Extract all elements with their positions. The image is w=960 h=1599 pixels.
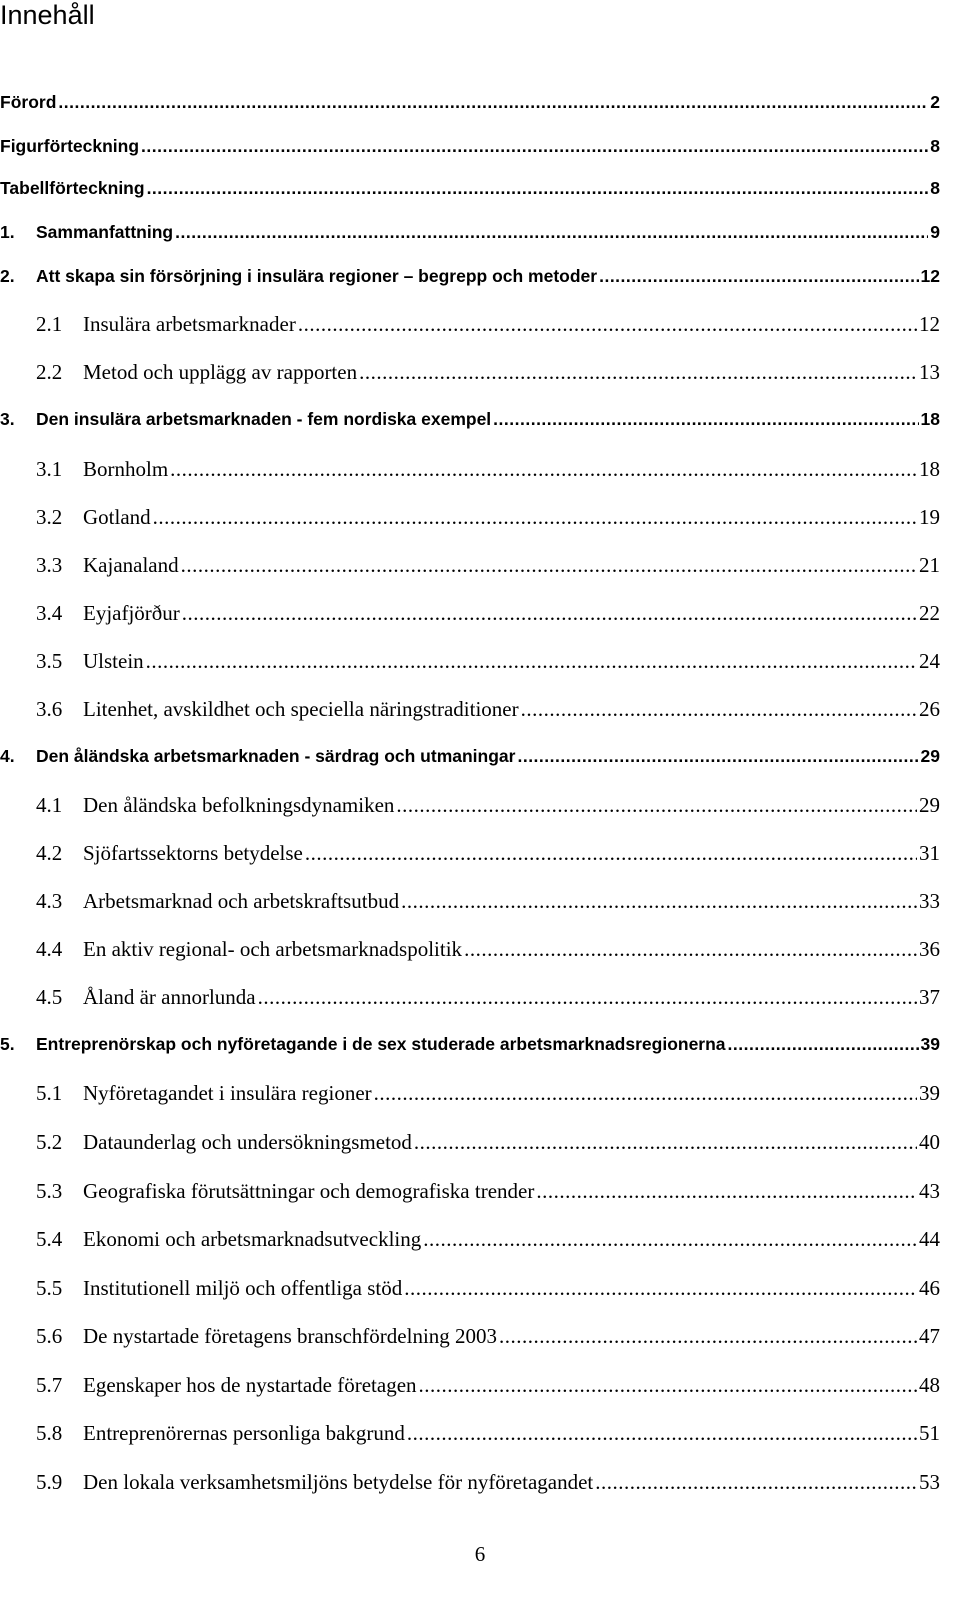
toc-entry-page: 26 bbox=[919, 697, 940, 721]
toc-entry-title: Entreprenörernas personliga bakgrund bbox=[83, 1421, 405, 1445]
toc-entry-title: Arbetsmarknad och arbetskraftsutbud bbox=[83, 889, 400, 913]
toc-entry-title: Den åländska befolkningsdynamiken bbox=[83, 793, 395, 817]
toc-entry[interactable] bbox=[0, 178, 940, 199]
toc-entry-page: 18 bbox=[919, 457, 940, 481]
toc-entry-page: 21 bbox=[919, 553, 940, 577]
toc-entry[interactable] bbox=[36, 1373, 940, 1398]
toc-entry-title: Eyjafjörður bbox=[83, 601, 180, 625]
toc-entry-number: 5.8 bbox=[36, 1421, 63, 1445]
toc-entry-page: 8 bbox=[930, 178, 940, 198]
toc-entry-number: 2. bbox=[0, 266, 15, 286]
toc-entry-page: 9 bbox=[930, 222, 940, 242]
toc-entry-page: 36 bbox=[919, 937, 940, 961]
toc-entry-page: 48 bbox=[919, 1373, 940, 1397]
toc-entry[interactable] bbox=[36, 601, 940, 626]
toc-entry-number: 4.4 bbox=[36, 937, 63, 961]
toc-entry-number: 3.6 bbox=[36, 697, 63, 721]
toc-entry-title: Dataunderlag och undersökningsmetod bbox=[83, 1130, 412, 1154]
toc-entry-page: 12 bbox=[920, 266, 940, 286]
toc-dot-leader bbox=[464, 937, 917, 962]
toc-entry-number: 5.1 bbox=[36, 1081, 63, 1105]
toc-dot-leader bbox=[521, 697, 917, 722]
toc-entry-title: Insulära arbetsmarknader bbox=[83, 312, 296, 336]
toc-dot-leader bbox=[141, 136, 928, 157]
toc-dot-leader bbox=[170, 457, 917, 482]
toc-entry-page: 2 bbox=[930, 92, 940, 112]
toc-entry-number: 5.6 bbox=[36, 1324, 63, 1348]
toc-entry-number: 4. bbox=[0, 746, 15, 766]
toc-entry-number: 5.3 bbox=[36, 1179, 63, 1203]
toc-dot-leader bbox=[153, 505, 917, 530]
toc-entry-title: Kajanaland bbox=[83, 553, 179, 577]
toc-entry[interactable] bbox=[36, 985, 940, 1010]
toc-entry[interactable] bbox=[0, 266, 940, 287]
toc-entry-title: Bornholm bbox=[83, 457, 169, 481]
toc-dot-leader bbox=[536, 1179, 917, 1204]
toc-entry-title: Nyföretagandet i insulära regioner bbox=[83, 1081, 372, 1105]
toc-entry-page: 44 bbox=[919, 1227, 940, 1251]
toc-entry-title: De nystartade företagens branschfördelning 2003 bbox=[83, 1324, 498, 1348]
toc-entry-number: 5.5 bbox=[36, 1276, 63, 1300]
toc-entry-title: Institutionell miljö och offentliga stöd bbox=[83, 1276, 403, 1300]
toc-entry-page: 19 bbox=[919, 505, 940, 529]
toc-entry[interactable] bbox=[36, 1179, 940, 1204]
toc-dot-leader bbox=[493, 409, 918, 430]
toc-entry-number: 3. bbox=[0, 409, 15, 429]
toc-entry-page: 53 bbox=[919, 1470, 940, 1494]
toc-entry-page: 43 bbox=[919, 1179, 940, 1203]
toc-entry[interactable] bbox=[36, 1470, 940, 1495]
toc-entry-title: Gotland bbox=[83, 505, 151, 529]
toc-dot-leader bbox=[401, 889, 917, 914]
toc-dot-leader bbox=[182, 601, 917, 626]
toc-dot-leader bbox=[517, 746, 918, 767]
toc-dot-leader bbox=[404, 1276, 917, 1301]
toc-entry[interactable] bbox=[36, 793, 940, 818]
toc-entry[interactable] bbox=[36, 1421, 940, 1446]
toc-entry[interactable] bbox=[36, 360, 940, 385]
toc-dot-leader bbox=[147, 178, 929, 199]
toc-entry-page: 46 bbox=[919, 1276, 940, 1300]
toc-entry[interactable] bbox=[36, 553, 940, 578]
toc-dot-leader bbox=[146, 649, 917, 674]
toc-entry-title: Geografiska förutsättningar och demografiska trender bbox=[83, 1179, 535, 1203]
toc-entry-title: Den insulära arbetsmarknaden - fem nordiska exempel bbox=[36, 409, 492, 429]
toc-entry-number: 4.5 bbox=[36, 985, 63, 1009]
toc-dot-leader bbox=[728, 1034, 919, 1055]
toc-dot-leader bbox=[423, 1227, 917, 1252]
toc-entry-page: 29 bbox=[920, 746, 940, 766]
toc-dot-leader bbox=[374, 1081, 917, 1106]
toc-entry-page: 8 bbox=[930, 136, 940, 156]
toc-entry-number: 5.4 bbox=[36, 1227, 63, 1251]
toc-entry[interactable] bbox=[0, 222, 940, 243]
toc-entry-number: 2.1 bbox=[36, 312, 63, 336]
toc-entry[interactable] bbox=[36, 937, 940, 962]
toc-entry[interactable] bbox=[36, 505, 940, 530]
toc-entry-number: 3.1 bbox=[36, 457, 63, 481]
toc-entry-page: 39 bbox=[920, 1034, 940, 1054]
toc-entry-title: Den lokala verksamhetsmiljöns betydelse för nyföretagandet bbox=[83, 1470, 594, 1494]
toc-entry-page: 51 bbox=[919, 1421, 940, 1445]
toc-entry-page: 33 bbox=[919, 889, 940, 913]
toc-dot-leader bbox=[175, 222, 928, 243]
toc-dot-leader bbox=[305, 841, 917, 866]
toc-entry-page: 18 bbox=[920, 409, 940, 429]
toc-dot-leader bbox=[595, 1470, 917, 1495]
toc-entry-title: Åland är annorlunda bbox=[83, 985, 256, 1009]
toc-entry-number: 4.2 bbox=[36, 841, 63, 865]
toc-entry-title: Ulstein bbox=[83, 649, 144, 673]
toc-entry[interactable] bbox=[36, 1276, 940, 1301]
toc-entry-title: En aktiv regional- och arbetsmarknadspolitik bbox=[83, 937, 463, 961]
toc-dot-leader bbox=[599, 266, 918, 287]
toc-entry[interactable] bbox=[0, 409, 940, 430]
toc-entry-title: Entreprenörskap och nyföretagande i de sex studerade arbetsmarknadsregionerna bbox=[36, 1034, 726, 1054]
toc-entry-page: 24 bbox=[919, 649, 940, 673]
toc-dot-leader bbox=[181, 553, 917, 578]
toc-dot-leader bbox=[499, 1324, 917, 1349]
toc-entry[interactable] bbox=[36, 312, 940, 337]
toc-entry-title: Egenskaper hos de nystartade företagen bbox=[83, 1373, 417, 1397]
toc-entry-page: 40 bbox=[919, 1130, 940, 1154]
toc-entry[interactable] bbox=[0, 92, 940, 113]
toc-entry-title: Metod och upplägg av rapporten bbox=[83, 360, 358, 384]
toc-entry[interactable] bbox=[0, 136, 940, 157]
toc-entry[interactable] bbox=[36, 1227, 940, 1252]
toc-dot-leader bbox=[258, 985, 917, 1010]
toc-dot-leader bbox=[298, 312, 917, 337]
toc-entry[interactable] bbox=[36, 649, 940, 674]
toc-entry-number: 5.2 bbox=[36, 1130, 63, 1154]
toc-entry-page: 31 bbox=[919, 841, 940, 865]
toc-entry[interactable] bbox=[36, 841, 940, 866]
toc-entry-number: 3.5 bbox=[36, 649, 63, 673]
toc-entry-page: 37 bbox=[919, 985, 940, 1009]
toc-dot-leader bbox=[414, 1130, 917, 1155]
toc-entry[interactable] bbox=[36, 457, 940, 482]
toc-entry-page: 13 bbox=[919, 360, 940, 384]
toc-heading: Innehåll bbox=[0, 0, 95, 30]
toc-entry-title: Förord bbox=[0, 92, 57, 112]
toc-dot-leader bbox=[419, 1373, 917, 1398]
toc-entry[interactable] bbox=[36, 1324, 940, 1349]
toc-dot-leader bbox=[396, 793, 917, 818]
toc-dot-leader bbox=[359, 360, 917, 385]
toc-entry-number: 4.3 bbox=[36, 889, 63, 913]
toc-entry[interactable] bbox=[36, 1130, 940, 1155]
toc-entry[interactable] bbox=[0, 1034, 940, 1055]
toc-entry-number: 3.4 bbox=[36, 601, 63, 625]
toc-entry-title: Att skapa sin försörjning i insulära regioner – begrepp och metoder bbox=[36, 266, 598, 286]
toc-entry-title: Tabellförteckning bbox=[0, 178, 145, 198]
toc-entry[interactable] bbox=[0, 746, 940, 767]
toc-entry-number: 3.2 bbox=[36, 505, 63, 529]
toc-entry-title: Figurförteckning bbox=[0, 136, 140, 156]
toc-entry-number: 5.7 bbox=[36, 1373, 63, 1397]
toc-entry-title: Den åländska arbetsmarknaden - särdrag och utmaningar bbox=[36, 746, 516, 766]
toc-entry[interactable] bbox=[36, 889, 940, 914]
toc-entry-title: Sjöfartssektorns betydelse bbox=[83, 841, 303, 865]
toc-entry-page: 29 bbox=[919, 793, 940, 817]
toc-entry[interactable] bbox=[36, 1081, 940, 1106]
toc-entry-number: 3.3 bbox=[36, 553, 63, 577]
toc-dot-leader bbox=[58, 92, 928, 113]
toc-entry-number: 4.1 bbox=[36, 793, 63, 817]
toc-entry-title: Ekonomi och arbetsmarknadsutveckling bbox=[83, 1227, 422, 1251]
toc-entry-page: 47 bbox=[919, 1324, 940, 1348]
toc-entry-number: 1. bbox=[0, 222, 15, 242]
toc-entry-number: 5. bbox=[0, 1034, 15, 1054]
toc-dot-leader bbox=[407, 1421, 917, 1446]
toc-entry-page: 12 bbox=[919, 312, 940, 336]
page-number: 6 bbox=[474, 1542, 486, 1566]
toc-entry-page: 22 bbox=[919, 601, 940, 625]
toc-entry-title: Sammanfattning bbox=[36, 222, 174, 242]
toc-entry-page: 39 bbox=[919, 1081, 940, 1105]
toc-entry[interactable] bbox=[36, 697, 940, 722]
toc-entry-number: 2.2 bbox=[36, 360, 63, 384]
toc-entry-number: 5.9 bbox=[36, 1470, 63, 1494]
toc-entry-title: Litenhet, avskildhet och speciella näringstraditioner bbox=[83, 697, 519, 721]
